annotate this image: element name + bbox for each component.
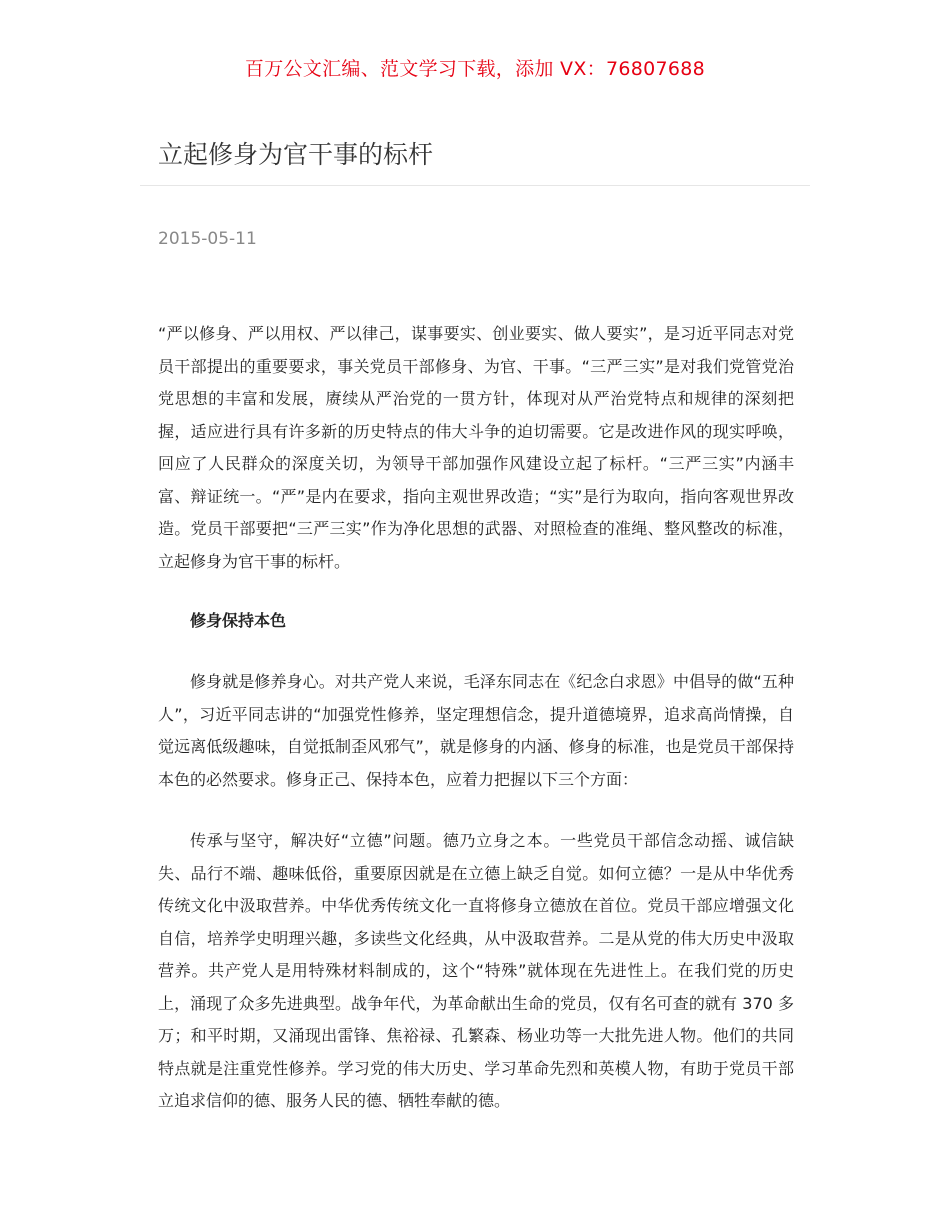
- article-title: 立起修身为官干事的标杆: [158, 140, 434, 169]
- article-paragraph-self-cultivation: 修身就是修养身心。对共产党人来说，毛泽东同志在《纪念白求恩》中倡导的做“五种人”，习近平同志讲的“加强党性修养，坚定理想信念，提升道德境界，追求高尚情操，自觉远离低级趣味，自觉抵制歪风邪气”，就是修身的内涵、修身的标准，也是党员干部保持本色的必然要求。修身正己、保持本色，应着力把握以下三个方面：: [158, 672, 794, 789]
- publish-date: 2015-05-11: [158, 229, 257, 249]
- article-body: [158, 318, 794, 1118]
- title-divider: [140, 185, 810, 186]
- promo-banner: 百万公文汇编、范文学习下载，添加 VX：76807688: [244, 58, 706, 80]
- article-paragraph-morality: 传承与坚守，解决好“立德”问题。德乃立身之本。一些党员干部信念动摇、诚信缺失、品行不端、趣味低俗，重要原因就是在立德上缺乏自觉。如何立德？一是从中华优秀传统文化中汲取营养。中华优秀传统文化一直将修身立德放在首位。党员干部应增强文化自信，培养学史明理兴趣，多读些文化经典，从中汲取营养。二是从党的伟大历史中汲取营养。共产党人是用特殊材料制成的，这个“特殊”就体现在先进性上。在我们党的历史上，涌现了众多先进典型。战争年代，为革命献出生命的党员，仅有名可查的就有 370 多万；和平时期，又涌现出雷锋、焦裕禄、孔繁森、杨业功等一大批先进人物。他们的共同特点就是注重党性修养。学习党的伟大历史、学习革命先烈和英模人物，有助于党员干部立追求信仰的德、服务人民的德、牺牲奉献的德。: [158, 831, 794, 1110]
- article-paragraph-intro: “严以修身、严以用权、严以律己，谋事要实、创业要实、做人要实”，是习近平同志对党员干部提出的重要要求，事关党员干部修身、为官、干事。“三严三实”是对我们党管党治党思想的丰富和发展，赓续从严治党的一贯方针，体现对从严治党特点和规律的深刻把握，适应进行具有许多新的历史特点的伟大斗争的迫切需要。它是改进作风的现实呼唤，回应了人民群众的深度关切，为领导干部加强作风建设立起了标杆。“三严三实”内涵丰富、辩证统一。“严”是内在要求，指向主观世界改造；“实”是行为取向，指向客观世界改造。党员干部要把“三严三实”作为净化思想的武器、对照检查的准绳、整风整改的标准，立起修身为官干事的标杆。: [158, 324, 794, 571]
- section-heading: 修身保持本色: [190, 611, 287, 630]
